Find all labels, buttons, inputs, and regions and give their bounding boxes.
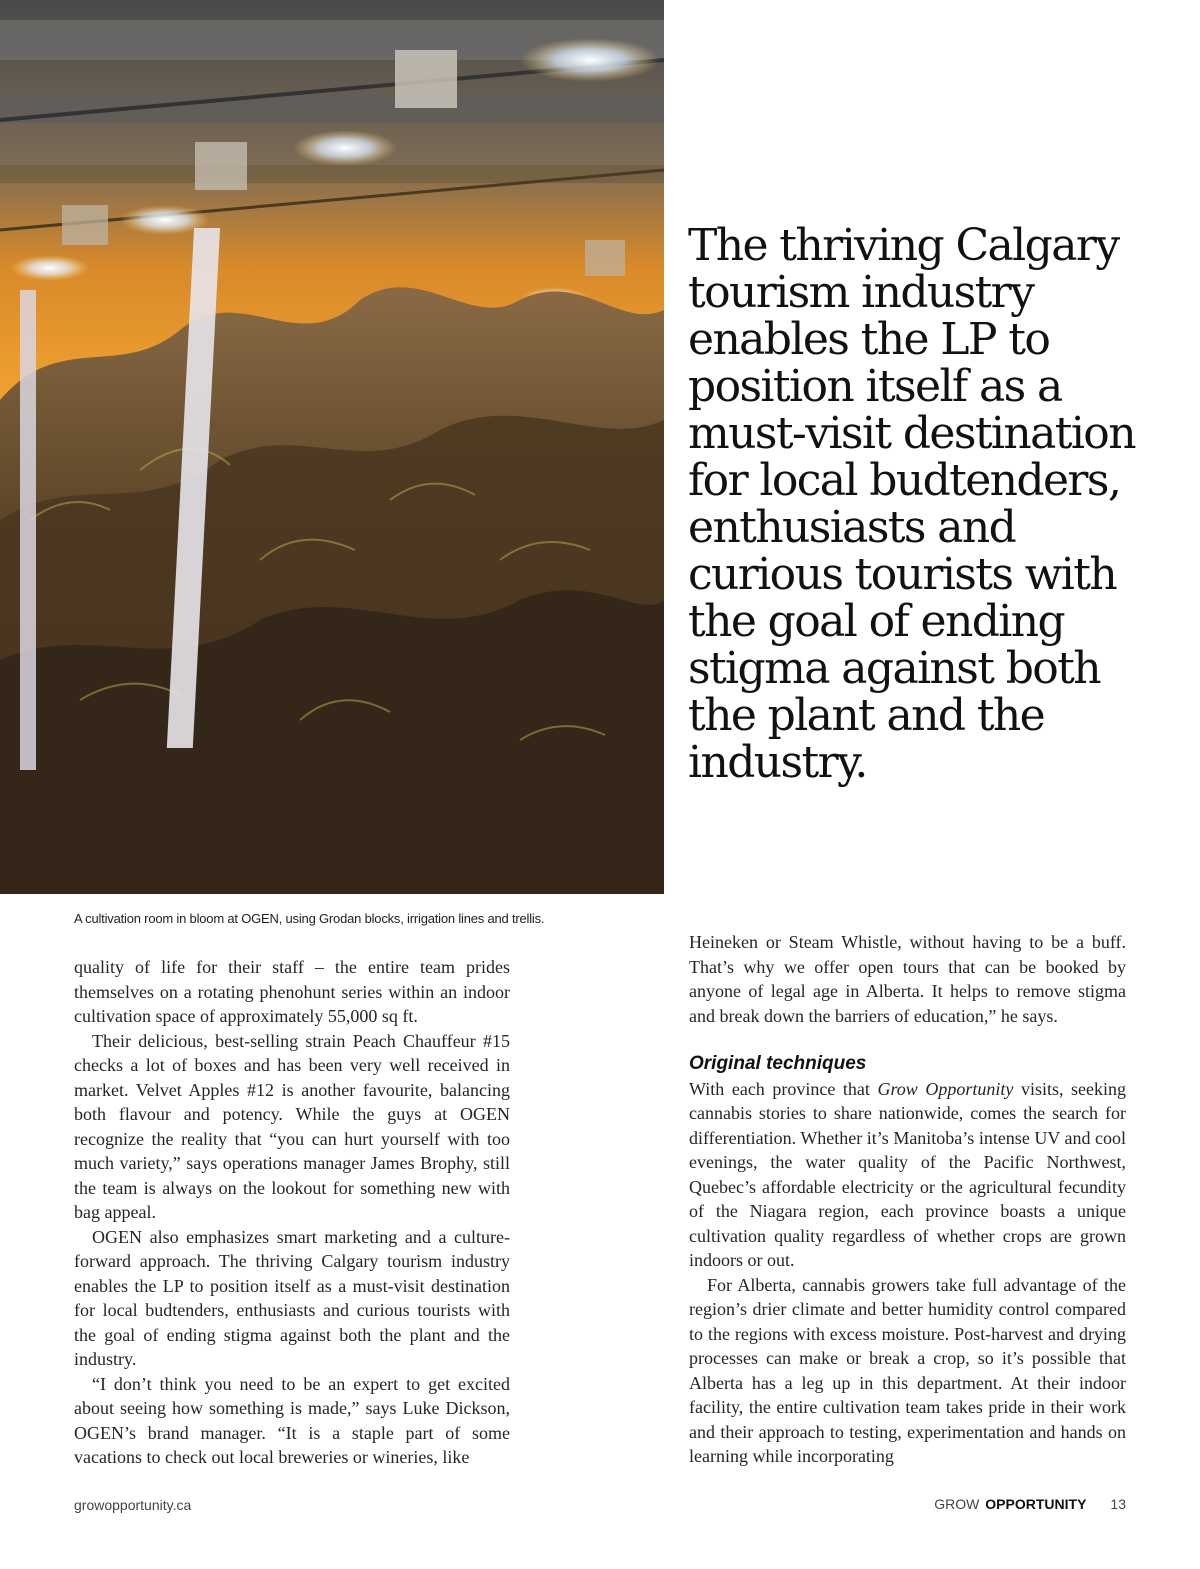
left-paragraph-3: OGEN also emphasizes smart marketing and a culture-forward approach. The thriving Calgary tourism industry enables the LP to position itself as a must-visit destination for local budtenders, enthusiasts and curious tourists with the goal of ending stigma against both the plant and the industry. <box>74 1226 510 1369</box>
left-paragraph-4: “I don’t think you need to be an expert to get excited about seeing how something is made,” says Luke Dickson, OGEN’s brand manager. “It is a staple part of some vacations to check out local breweries or wineries, like <box>74 1373 510 1467</box>
pull-quote: The thriving Calgary tourism industry enables the LP to position itself as a must-visit destination for local budtenders, enthusiasts and curious tourists with the goal of ending stigma against both the plant and the industry. <box>688 220 1135 788</box>
page-number: 13 <box>1110 1496 1126 1512</box>
right-paragraph-2-rest: visits, seeking cannabis stories to share nationwide, comes the search for differentiation. Whether it’s Manitoba’s intense UV and cool evenings, the water quality of the Pacific Northwest, Quebec’s affordable electricity or the agricultural fecundity of the Niagara region, each province boasts a unique cultivation quality regardless of whether crops are grown indoors or out. <box>689 1078 1127 1270</box>
footer-mag-light: GROW <box>934 1496 980 1512</box>
right-column <box>689 930 1126 1469</box>
grow-room-photo <box>0 0 664 894</box>
left-paragraph-1: quality of life for their staff – the entire team prides themselves on a rotating phenohunt series within an indoor cultivation space of approximately 55,000 sq ft. <box>74 957 510 1026</box>
section-subhead: Original techniques <box>689 1053 867 1074</box>
left-column <box>74 955 510 1470</box>
right-paragraph-3: For Alberta, cannabis growers take full advantage of the region’s drier climate and better humidity control compared to the regions with excess moisture. Post-harvest and drying processes can make or break a crop, so it’s possible that Alberta has a leg up in this department. At their indoor facility, the entire cultivation team takes pride in their work and their approach to testing, experimentation and hands on learning while incorporating <box>689 1274 1126 1466</box>
photo-caption: A cultivation room in bloom at OGEN, using Grodan blocks, irrigation lines and trellis. <box>74 911 545 926</box>
left-paragraph-2: Their delicious, best-selling strain Peach Chauffeur #15 checks a lot of boxes and has been very well received in market. Velvet Apples #12 is another favourite, balancing both flavour and potency. While the guys at OGEN recognize the reality that “you can hurt yourself with too much variety,” says operations manager James Brophy, still the team is always on the lookout for something new with bag appeal. <box>74 1030 510 1222</box>
footer-masthead <box>934 1496 1126 1512</box>
footer-mag-bold: OPPORTUNITY <box>985 1496 1087 1512</box>
grow-room-illustration <box>0 0 664 894</box>
right-paragraph-2 <box>689 1077 1126 1273</box>
right-paragraph-1: Heineken or Steam Whistle, without having to be a buff. That’s why we offer open tours that can be booked by anyone of legal age in Alberta. It helps to remove stigma and break down the barriers of education,” he says. <box>689 932 1126 1026</box>
right-paragraph-2-start: With each province that <box>689 1078 878 1099</box>
magazine-name-italic: Grow Opportunity <box>877 1078 1014 1099</box>
footer-url: growopportunity.ca <box>74 1497 192 1513</box>
